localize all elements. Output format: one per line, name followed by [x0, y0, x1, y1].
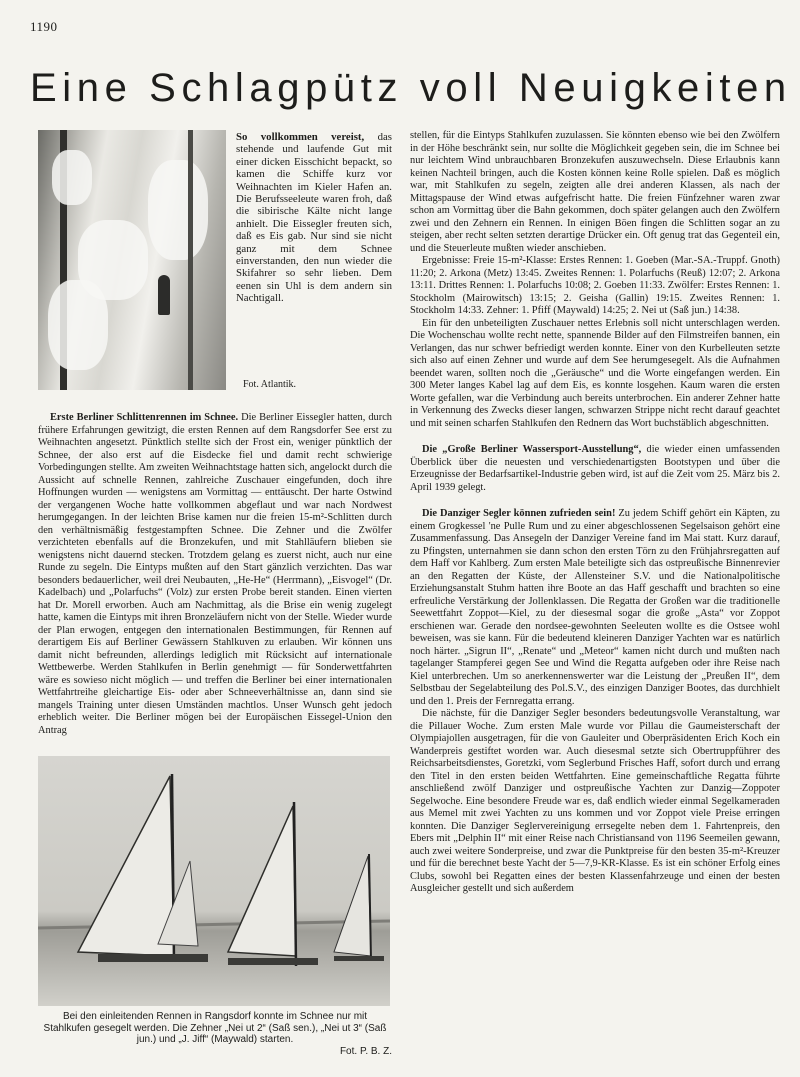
article2-heading: Die „Große Berliner Wassersport-Ausstellung“, [422, 444, 642, 455]
article2-body: die wieder einen umfassenden Überblick über die neuesten und verschiedenartigsten Bootstypen und über die Erzeugnisse der Bedarfsartikel-Industrie geben wird, ist auf die Zeit vom 25. März bis 2. April 1939 gelegt. [410, 444, 780, 493]
results-paragraph: Ergebnisse: Freie 15-m²-Klasse: Erstes Rennen: 1. Goeben (Mar.-SA.-Truppf. Gnoth) 11:20; 2. Arkona (Metz) 13:45. Zweites Rennen: 1. Polarfuchs (Reuß) 12:07; 2. Arkona 13:11. Drittes Rennen: 1. Polarfuchs 10:08; 2. Goeben 11:33. Zwölfer: Erstes Rennen: 1. Stockholm (Mairowitsch) 13:15; 2. Geisha (Gallin) 19:15. Zweites Rennen: 1. Stockholm 14:33. Zehner: 1. Pfiff (Maywald) 14:25; 2. Nei ut (Saß jun.) 14:38. [410, 255, 780, 316]
article3-body: Zu jedem Schiff gehört ein Käpten, zu einem Grogkessel 'ne Pulle Rum und zu einer abgeschlossenen Segelsaison gehört eine Zusammenfassung. Das Ansegeln der Danziger Vereine fand im Mai statt. Kurz darauf, zu Pfingsten, unternahmen sie dann schon den ersten Törn zu den Frühjahrsregatten auf dem Haff vor Kahlberg. Zum ersten Male beteiligte sich das ostpreußische Binnenrevier an den Regatten der Küste, der Allensteiner S.V. und die Nationalpolitische Erziehungsanstalt Stuhm hatten ihre Boote an das Haff geschafft und brachten so eine erfreuliche Verstärkung der Jollenklassen. Die Regatta der Großen war die traditionelle Seewettfahrt Zoppot—Kiel, zu der diesesmal sogar die große „Asta“ vor Zoppot erschienen war. Gerade den nordsee-gewohnten Seeleuten wollte es die Ostsee wohl beweisen, was sie kann. Für die bedeutend kleineren Danziger Yachten war es natürlich noch härter. „Sigrun II“, „Renate“ und „Meteor“ kamen nicht durch und mußten nach tagelanger Stampferei gegen See und Wind die Regatta aufgeben oder ihre Reise nach Kiel unterbrechen. Um so anerkennenswerter war die Leistung der „Preußen II“, dem Selbstbau der Segelabteilung des Pol.S.V., des einzigen Danziger Bootes, das durchhielt und den 1. Preis der Fernregatta errang. [410, 508, 780, 707]
frozen-ship-photo [38, 130, 226, 390]
article3-paragraph-2: Die nächste, für die Danziger Segler besonders bedeutungsvolle Veranstaltung, war die Pillauer Woche. Zum ersten Male wurde vor Pillau die Gaumeisterschaft der Olympiajollen ausgetragen, für die von Gauleiter und Oberpräsidenten Erich Koch ein Wanderpreis gestiftet worden war. Auch diesesmal setzte sich Obertruppführer des Reichsarbeitsdienstes, Goretzki, vom Seglerbund Frisches Haff, sofort durch und errang den Titel in den ersten beiden Wettfahrten. Eine gemeinschaftliche Regatta führte anschließend zwölf Danziger und ostpreußische Yachten zur Danzig—Zoppoter Segelwoche. Eine besondere Freude war es, daß endlich wieder einmal Segelkameraden aus Memel mit zwei Yachten zu uns kommen und vor Zoppot viele Preise erringen konnten. Die Danziger Seglervereinigung errsegelte neben dem 1. Fahrtenpreis, den Ebers mit „Delphin II“ mit einer Reise nach Christiansand von 1196 Seemeilen gewann, auch zwei weitere Sonderpreise, und zwar die Punktpreise für den besten 35-m²-Kreuzer und für die berechnet beste Yacht der 5—7,9-KR-Klasse. Es ist ein schöner Erfolg eines Clubs, sowohl bei Regatten eines der besten Klassenfahrzeuge und einen der besten Ausgleicher gestellt und sich außerdem [410, 708, 780, 894]
intro-text [236, 131, 392, 305]
article3-heading: Die Danziger Segler können zufrieden sein! [422, 508, 616, 519]
photo1-credit: Fot. Atlantik. [243, 379, 297, 390]
person-silhouette [158, 275, 170, 315]
page-number: 1190 [30, 19, 58, 34]
ice-yachts-photo [38, 756, 390, 1006]
photo2-credit: Fot. P. B. Z. [339, 1045, 392, 1057]
intro-body: das stehende und laufende Gut mit einer dicken Eisschicht bepackt, so kamen die Schiffe kurz vor Weihnachten im Kieler Hafen an. Die Berufsseeleute waren froh, daß die sibirische Kälte nicht lange anhielt. Die Eissegler freuten sich, daß es Eis gab. Nur sind sie nicht ganz mit dem Schnee einverstanden, den nun wieder die Skifahrer so sehr lieben. Dem eenen sin Uhl is dem andern sin Nachtigall. [236, 131, 392, 305]
article-berliner-schlittenrennen [38, 412, 392, 737]
photo2-caption-text: Bei den einleitenden Rennen in Rangsdorf konnte im Schnee nur mit Stahlkufen gesegelt werden. Die Zehner „Nei ut 2“ (Saß sen.), „Nei ut 3“ (Saß jun.) und „J. Jiff“ (Maywald) starten. [43, 1011, 387, 1046]
article-wassersport-ausstellung [410, 444, 780, 494]
article1-continued: stellen, für die Eintyps Stahlkufen zuzulassen. Sie könnten ebenso wie bei den Zwölfern in der Höhe beschränkt sein, nur sollte die Möglichkeit gegeben sein, die im Schnee bei nur leichtem Wind unbrauchbaren Bronzekufen auszuwechseln. Diese Erlaubnis kann keinen Nachteil bringen, auch die Kosten können keine Rolle spielen. Daß es möglich war, mit Stahlkufen zu segeln, zeigten alle drei anderen Klassen, als nach der Mittagspause der Wind etwas aufgefrischt hatte. Die freien Fünfzehner waren zwar schon am Vormittag über die Bahn gekommen, doch später gelangen auch den Zwölfern zwei und den Zehnern ein Rennen. In einigen Böen fingen die Schlitten sogar an zu steigen, aber recht selten setzten derartige Drücker ein. Oft genug trat das Gegenteil ein, und die Steuerleute mußten wieder anschieben. [410, 130, 780, 254]
intro-lead: So vollkommen vereist, [236, 131, 365, 143]
anecdote-paragraph: Ein für den unbeteiligten Zuschauer nettes Erlebnis soll nicht unterschlagen werden. Die Wochenschau wollte recht nette, spannende Bilder auf den Filmstreifen bannen, ein Verlangen, das nur schwer befriedigt werden konnte. Einer von den Kurbelleuten setzte sich also auf einen Zehner und wurde auf dem See herumgesegelt. Als die Aufnahmen beendet waren, sollten noch die „Geräusche“ und die Worte eingefangen werden. Ein 300 Meter langes Kabel lag auf dem Eis, es konnte losgehen. Kaum waren die ersten Worte gefallen, war die Verbindung auch bereits unterbrochen. Ein anderer Zehner hatte in Verkennung des Zwecks dieser langen, schwarzen Strippe nicht recht darauf geachtet und mit seinen scharfen Stahlkufen den Rednern das Wort buchstäblich abgeschnitten. [410, 317, 780, 429]
article1-heading: Erste Berliner Schlittenrennen im Schnee. [50, 412, 239, 423]
right-column [410, 130, 780, 896]
article1-body: Die Berliner Eissegler hatten, durch frühere Erfahrungen gewitzigt, die ersten Rennen auf dem Rangsdorfer See erst zu Weihnachten angesetzt. Pünktlich stellte sich der Frost ein, weniger pünktlich der Schnee, der also erst auf die Eisdecke fiel und damit recht schwierige Vorbedingungen stellte. Am zweiten Weihnachtstage hatten sich, angelockt durch die Aussicht auf schnelle Rennen, zahlreiche Zuschauer eingefunden, doch ihre Hoffnungen wurden — wenigstens am Vormittag — enttäuscht. Der harte Ostwind der vergangenen Woche hatte vollkommen abgeflaut und war nach Nordwest herumgegangen. In der leichten Brise kamen nur die freien 15-m²-Schlitten durch den verhältnismäßig festgestampften Schnee. Die Zehner und die Zwölfer verzichteten ebenfalls auf die Bronzekufen, und mit Stahlläufern blieben sie wenigstens nicht dauernd stecken. Trotzdem gelang es zuerst nicht, auch nur eine Runde zu segeln. Die Eintyps mußten auf den Start gänzlich verzichten. Das war besonders bedauerlicher, weil drei Neubauten, „He-He“ (Herrmann), „Eisvogel“ (Dr. Kadelbach) und „Polarfuchs“ (Volz) zur ersten Probe bereit standen. Einen vierten hat Dr. Morell erworben. Auch am Nachmittag, als die Brise ein wenig zugelegt hatte, kamen die Eintyps mit ihren Bronzeläufern nicht von der Stelle. Wieder wurde der Plan erwogen, entgegen den internationalen Bestimmungen, für Rennen auf derartigem Eis auf Berliner Gewässern Stahlkuven zu erlauben. Wir können uns damit nicht befreunden, allerdings lediglich mit Rücksicht auf internationale Wettbewerbe. Werden Stahlkufen in Berlin genehmigt — für Sonderwettfahrten wäre es sowieso nicht möglich — und treffen die Berliner bei einer internationalen Wettfahrtreihe gleichartige Eis- oder aber Schneeverhältnisse an, dann sind sie mangels Training unter diesen Umständen machtlos. Unser Wunsch geht jedoch erheblich weiter. Die Berliner mögen bei der Europäischen Eissegel-Union den Antrag [38, 412, 392, 736]
article-danziger-segler [410, 508, 780, 708]
photo2-caption [38, 1011, 392, 1057]
page-title: Eine Schlagpütz voll Neuigkeiten [30, 66, 792, 110]
